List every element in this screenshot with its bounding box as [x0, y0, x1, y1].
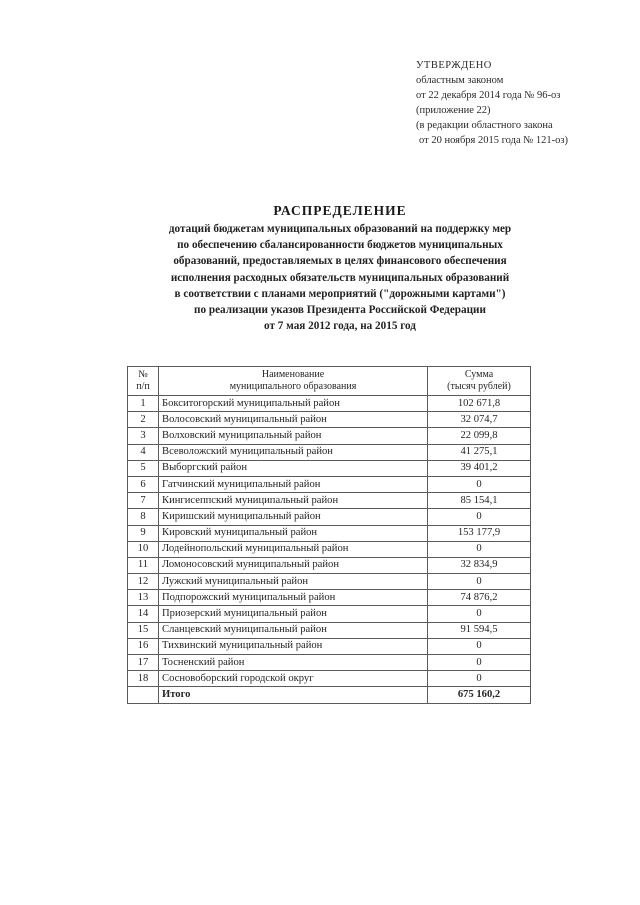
table-row — [128, 460, 531, 476]
row-number: 4 — [128, 444, 159, 460]
row-number: 15 — [128, 622, 159, 638]
table-row — [128, 574, 531, 590]
table-header-row — [128, 367, 531, 396]
row-sum: 0 — [428, 606, 531, 622]
row-number: 3 — [128, 428, 159, 444]
row-name: Кингисеппский муниципальный район — [159, 493, 428, 509]
table-row — [128, 412, 531, 428]
row-sum: 102 671,8 — [428, 396, 531, 412]
total-label: Итого — [159, 687, 428, 703]
table-row — [128, 541, 531, 557]
row-name: Лодейнопольский муниципальный район — [159, 541, 428, 557]
row-sum: 0 — [428, 655, 531, 671]
row-name: Сланцевский муниципальный район — [159, 622, 428, 638]
row-sum: 0 — [428, 509, 531, 525]
row-number: 16 — [128, 638, 159, 654]
row-name: Волосовский муниципальный район — [159, 412, 428, 428]
row-name: Выборгский район — [159, 460, 428, 476]
header-sum — [428, 367, 531, 396]
row-name: Сосновоборский городской округ — [159, 671, 428, 687]
table-row — [128, 493, 531, 509]
header-name-line2: муниципального образования — [229, 381, 357, 392]
header-number — [128, 367, 159, 396]
document-title-block — [120, 203, 560, 334]
table-row — [128, 590, 531, 606]
approval-line: от 22 декабря 2014 года № 96-оз — [416, 90, 561, 101]
table-row — [128, 444, 531, 460]
row-number: 7 — [128, 493, 159, 509]
table-row — [128, 671, 531, 687]
table-row — [128, 557, 531, 573]
table-row — [128, 476, 531, 492]
table-row — [128, 622, 531, 638]
approval-stamp — [416, 58, 568, 148]
header-number-line1: № — [138, 369, 148, 380]
header-number-line2: п/п — [136, 381, 150, 392]
row-name: Приозерский муниципальный район — [159, 606, 428, 622]
row-number: 12 — [128, 574, 159, 590]
row-sum: 0 — [428, 476, 531, 492]
title-line: образований, предоставляемых в целях финансового обеспечения — [173, 255, 507, 268]
total-sum: 675 160,2 — [428, 687, 531, 703]
row-sum: 0 — [428, 574, 531, 590]
row-number: 9 — [128, 525, 159, 541]
row-name: Лужский муниципальный район — [159, 574, 428, 590]
approval-heading: УТВЕРЖДЕНО — [416, 60, 492, 71]
row-sum: 0 — [428, 541, 531, 557]
row-name: Всеволожский муниципальный район — [159, 444, 428, 460]
row-number: 17 — [128, 655, 159, 671]
row-number: 6 — [128, 476, 159, 492]
title-line: от 7 мая 2012 года, на 2015 год — [264, 320, 416, 333]
row-sum: 22 099,8 — [428, 428, 531, 444]
row-sum: 0 — [428, 638, 531, 654]
row-name: Тихвинский муниципальный район — [159, 638, 428, 654]
row-name: Бокситогорский муниципальный район — [159, 396, 428, 412]
approval-line: (в редакции областного закона — [416, 120, 553, 131]
row-number: 5 — [128, 460, 159, 476]
row-number: 1 — [128, 396, 159, 412]
row-sum: 41 275,1 — [428, 444, 531, 460]
row-name: Тосненский район — [159, 655, 428, 671]
header-sum-line2: (тысяч рублей) — [447, 381, 511, 392]
title-line: в соответствии с планами мероприятий ("дорожными картами") — [174, 287, 506, 300]
header-name-line1: Наименование — [261, 369, 325, 380]
row-sum: 39 401,2 — [428, 460, 531, 476]
row-number: 11 — [128, 557, 159, 573]
row-name: Ломоносовский муниципальный район — [159, 557, 428, 573]
row-name: Волховский муниципальный район — [159, 428, 428, 444]
header-name — [159, 367, 428, 396]
distribution-table — [127, 366, 531, 704]
table-row — [128, 606, 531, 622]
row-sum: 32 834,9 — [428, 557, 531, 573]
row-number: 10 — [128, 541, 159, 557]
row-number: 18 — [128, 671, 159, 687]
header-sum-line1: Сумма — [464, 369, 494, 380]
table-total-row — [128, 687, 531, 703]
table-row — [128, 509, 531, 525]
row-sum: 91 594,5 — [428, 622, 531, 638]
row-name: Подпорожский муниципальный район — [159, 590, 428, 606]
row-sum: 0 — [428, 671, 531, 687]
table-row — [128, 525, 531, 541]
total-number-cell — [128, 687, 159, 703]
row-name: Кировский муниципальный район — [159, 525, 428, 541]
table-row — [128, 655, 531, 671]
title-line: по обеспечению сбалансированности бюджетов муниципальных — [177, 239, 503, 252]
row-sum: 74 876,2 — [428, 590, 531, 606]
row-name: Киришский муниципальный район — [159, 509, 428, 525]
row-sum: 85 154,1 — [428, 493, 531, 509]
row-sum: 153 177,9 — [428, 525, 531, 541]
table-row — [128, 638, 531, 654]
row-number: 8 — [128, 509, 159, 525]
approval-line: от 20 ноября 2015 года № 121-оз) — [419, 135, 569, 146]
row-sum: 32 074,7 — [428, 412, 531, 428]
row-number: 2 — [128, 412, 159, 428]
document-title: РАСПРЕДЕЛЕНИЕ — [273, 203, 407, 218]
row-number: 13 — [128, 590, 159, 606]
title-line: исполнения расходных обязательств муниципальных образований — [170, 271, 510, 284]
row-number: 14 — [128, 606, 159, 622]
title-line: дотаций бюджетам муниципальных образований на поддержку мер — [168, 223, 512, 235]
title-line: по реализации указов Президента Российской Федерации — [194, 304, 486, 317]
table-row — [128, 428, 531, 444]
approval-line: областным законом — [416, 75, 504, 86]
table-row — [128, 396, 531, 412]
approval-line: (приложение 22) — [416, 105, 491, 116]
table-body — [128, 396, 531, 704]
row-name: Гатчинский муниципальный район — [159, 476, 428, 492]
